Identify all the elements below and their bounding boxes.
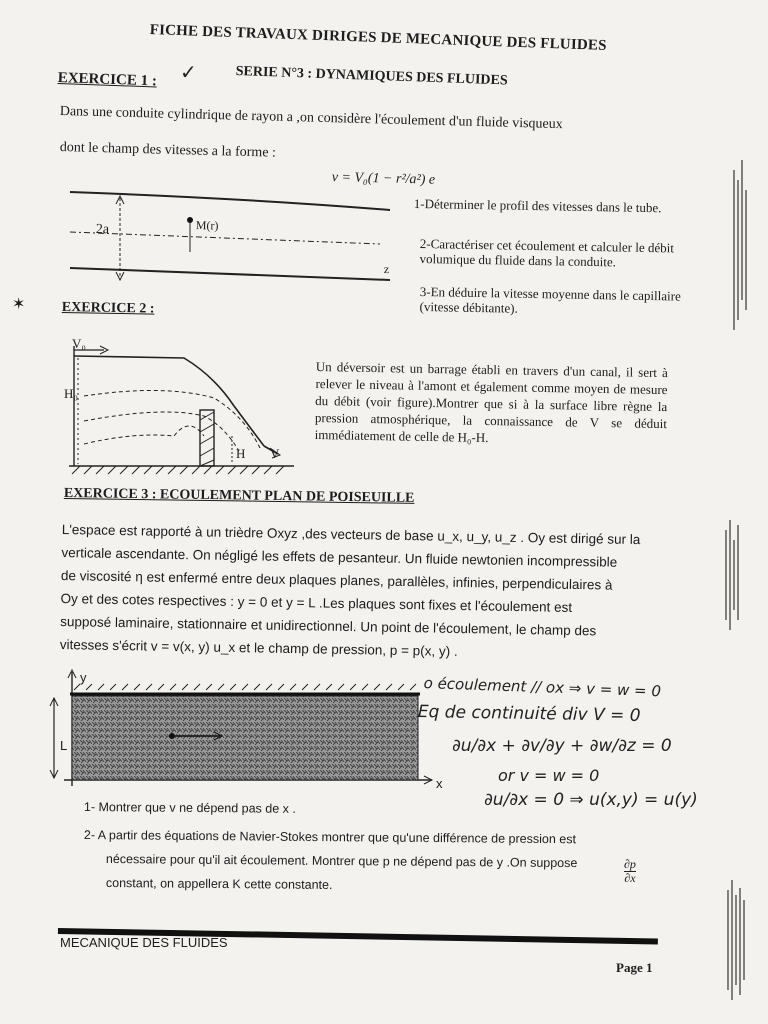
handwritten-note-3: ∂u/∂x + ∂v/∂y + ∂w/∂z = 0 (452, 736, 672, 756)
ex3-line-2: verticale ascendante. On négligé les effets de pesanteur. Un fluide newtonien incompressible (61, 544, 618, 570)
streamline-3 (84, 426, 204, 444)
handwritten-note-5: ∂u/∂x = 0 ⇒ u(x,y) = u(y) (484, 790, 698, 810)
fig-label-2a: 2a (95, 222, 110, 238)
fig-label-v: V (270, 446, 280, 461)
ex1-velocity-formula: v = V₀(1 − r²/a²) e (331, 170, 436, 188)
fig-label-h: H (236, 446, 246, 461)
series-title: SERIE N°3 : DYNAMIQUES DES FLUIDES (235, 64, 508, 89)
ex3-line-1: L'espace est rapporté à un trièdre Oxyz ,des vecteurs de base u_x, u_y, u_z . Oy est dirigé sur la (61, 521, 641, 548)
dx-denominator: ∂x (624, 871, 636, 885)
ex1-intro-line2: dont le champ des vitesses a la forme : (59, 140, 277, 161)
ex1-question-3: 3-En déduire la vitesse moyenne dans le capillaire (vitesse débitante). (419, 284, 681, 316)
pipe-bottom-wall (70, 268, 390, 280)
dp-numerator: ∂p (624, 857, 636, 871)
fig-label-x: x (436, 776, 443, 791)
ex3-question-2b: nécessaire pour qu'il ait écoulement. Montrer que p ne dépend pas de y .On suppose (105, 852, 578, 871)
ex3-statement (60, 518, 676, 667)
fig-label-z: z (383, 262, 390, 277)
exercise-2-heading: EXERCICE 2 : (61, 300, 155, 317)
fig-label-h0: H₀ (64, 386, 78, 401)
ex1-question-2: 2-Caractériser cet écoulement et calculer le débit volumique du fluide dans la conduite. (419, 236, 675, 270)
dp-dx-fraction (624, 858, 636, 885)
ex2-statement: Un déversoir est un barrage établi en travers d'un canal, il sert à relever le niveau à l'amont et également comme moyen de mesure du débit (voir figure).Montrer que si à la surface libre règne la pression atmosphérique, la connaissance de V se déduit immédiatement de celle de H₀-H. (314, 358, 668, 446)
ex3-line-6: vitesses s'écrit v = v(x, y) u_x et le champ de pression, p = p(x, y) . (59, 636, 458, 659)
exercise-3-heading: EXERCICE 3 : ECOULEMENT PLAN DE POISEUILLE (63, 486, 415, 506)
footer-course: MECANIQUE DES FLUIDES (60, 935, 228, 950)
point-m (187, 217, 193, 223)
handwritten-note-4: or v = w = 0 (498, 766, 600, 785)
fig-label-m: M(r) (195, 218, 219, 233)
weir-figure (64, 336, 304, 482)
free-surface (74, 356, 264, 446)
streamline-1 (84, 390, 260, 448)
ex3-question-2c: constant, on appellera K cette constante. (105, 876, 333, 892)
ex3-line-3: de viscosité η est enfermé entre deux plaques planes, parallèles, infinies, perpendiculaires à (60, 567, 613, 593)
fluid-region (72, 696, 418, 780)
pipe-axis (70, 232, 380, 244)
ex1-question-1: 1-Déterminer le profil des vitesses dans le tube. (413, 196, 662, 216)
exercise-1-heading: EXERCICE 1 : (57, 70, 158, 90)
checkmark-annotation: ✓ (180, 60, 197, 84)
fig-label-y: y (80, 670, 87, 685)
fig-label-l: L (60, 738, 68, 753)
ex3-line-5: supposé laminaire, stationnaire et unidirectionnel. Un point de l'écoulement, le champ des (60, 613, 597, 639)
fig-label-v0: V₀ (72, 336, 86, 351)
ex3-question-2a: 2- A partir des équations de Navier-Stokes montrer que qu'une différence de pression est (83, 828, 577, 847)
handwritten-note-1: o écoulement // ox ⇒ v = w = 0 (423, 674, 662, 701)
ex1-intro-line1: Dans une conduite cylindrique de rayon a ,on considère l'écoulement d'un fluide visqueux (59, 104, 563, 133)
poiseuille-figure (44, 668, 444, 798)
handwritten-note-2: Eq de continuité div V = 0 (417, 702, 641, 726)
document-title: FICHE DES TRAVAUX DIRIGES DE MECANIQUE DES FLUIDES (149, 22, 607, 54)
ex3-question-1: 1- Montrer que v ne dépend pas de x . (83, 800, 296, 816)
streamline-2 (84, 412, 239, 451)
star-annotation-icon: ✶ (12, 296, 26, 313)
page-number: Page 1 (616, 960, 653, 975)
ex3-line-4: Oy et des cotes respectives : y = 0 et y = L .Les plaques sont fixes et l'écoulement est (60, 590, 573, 615)
scan-artifacts (712, 150, 762, 1010)
pipe-figure (60, 180, 400, 290)
